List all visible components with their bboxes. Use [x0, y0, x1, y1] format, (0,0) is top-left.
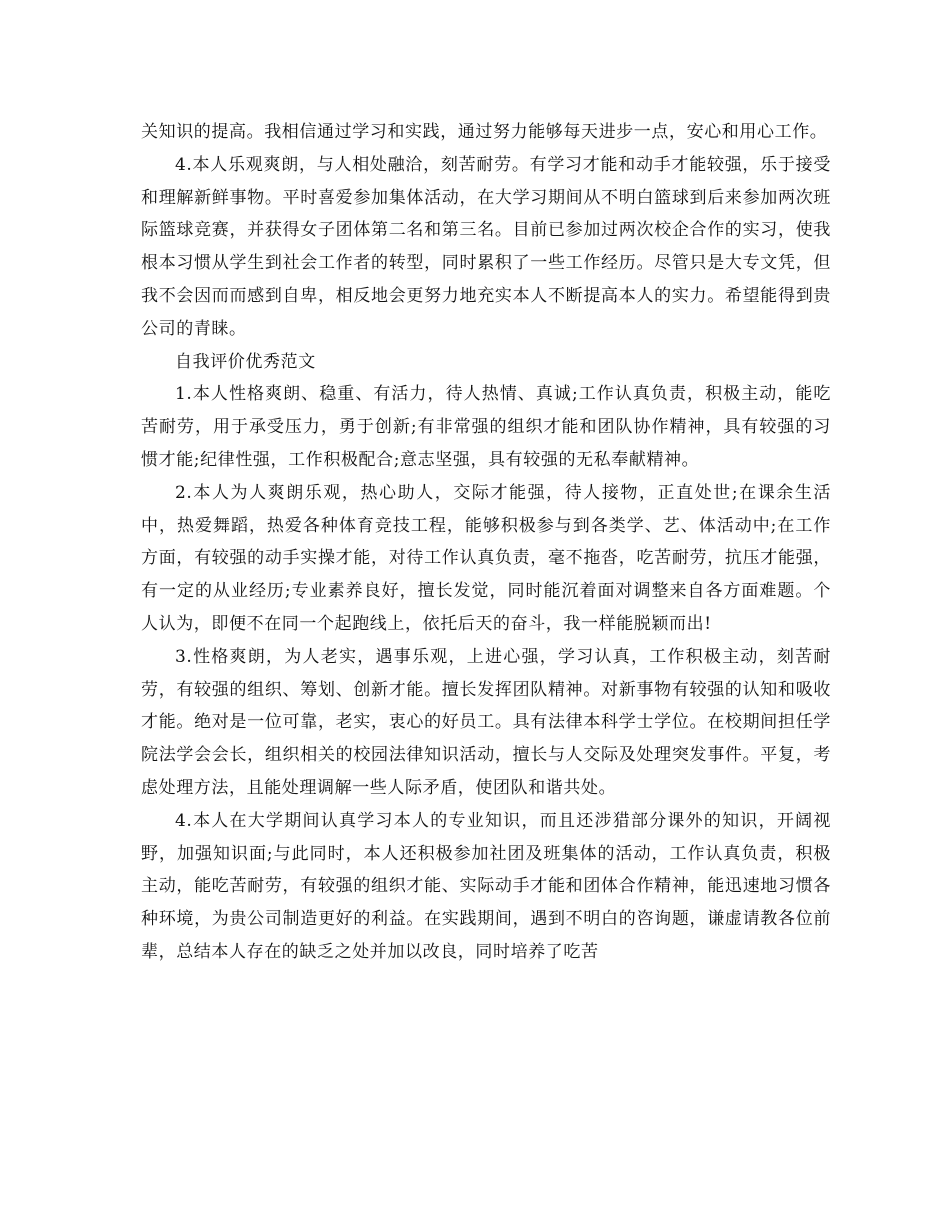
paragraph-item-3: 3.性格爽朗，为人老实，遇事乐观，上进心强，学习认真，工作积极主动，刻苦耐劳，有较强的组织、筹划、创新才能。擅长发挥团队精神。对新事物有较强的认知和吸收才能。绝对是一位可靠，老实，衷心的好员工。具有法律本科学士学位。在校期间担任学院法学会会长，组织相关的校园法律知识活动，擅长与人交际及处理突发事件。平复，考虑处理方法，且能处理调解一些人际矛盾，使团队和谐共处。	[141, 646, 831, 798]
section-heading: 自我评价优秀范文	[175, 351, 316, 372]
paragraph-item-4: 4.本人在大学期间认真学习本人的专业知识，而且还涉猎部分课外的知识，开阔视野，加强知识面;与此同时，本人还积极参加社团及班集体的活动，工作认真负责，积极主动，能吃苦耐劳，有较强的组织才能、实际动手才能和团体合作精神，能迅速地习惯各种环境，为贵公司制造更好的利益。在实践期间，遇到不明白的咨询题，谦虚请教各位前辈，总结本人存在的缺乏之处并加以改良，同时培养了吃苦	[141, 810, 831, 962]
paragraph-continuation: 关知识的提高。我相信通过学习和实践，通过努力能够每天进步一点，安心和用心工作。	[141, 122, 828, 142]
paragraph-item-1: 1.本人性格爽朗、稳重、有活力，待人热情、真诚;工作认真负责，积极主动，能吃苦耐劳，用于承受压力，勇于创新;有非常强的组织才能和团队协作精神，具有较强的习惯才能;纪律性强，工作积极配合;意志坚强，具有较强的无私奉献精神。	[141, 384, 831, 470]
paragraph-item-4-personal: 4.本人乐观爽朗，与人相处融洽，刻苦耐劳。有学习才能和动手才能较强，乐于接受和理解新鲜事物。平时喜爱参加集体活动，在大学习期间从不明白篮球到后来参加两次班际篮球竞赛，并获得女子团体第二名和第三名。目前已参加过两次校企合作的实习，使我根本习惯从学生到社会工作者的转型，同时累积了一些工作经历。尽管只是大专文凭，但我不会因而而感到自卑，相反地会更努力地充实本人不断提高本人的实力。希望能得到贵公司的青睐。	[141, 154, 831, 339]
document-body	[141, 116, 831, 969]
paragraph-item-2: 2.本人为人爽朗乐观，热心助人，交际才能强，待人接物，正直处世;在课余生活中，热爱舞蹈，热爱各种体育竞技工程，能够积极参与到各类学、艺、体活动中;在工作方面，有较强的动手实操才能，对待工作认真负责，毫不拖沓，吃苦耐劳，抗压才能强，有一定的从业经历;专业素养良好，擅长发觉，同时能沉着面对调整来自各方面难题。个人认为，即便不在同一个起跑线上，依托后天的奋斗，我一样能脱颖而出!	[141, 482, 831, 634]
